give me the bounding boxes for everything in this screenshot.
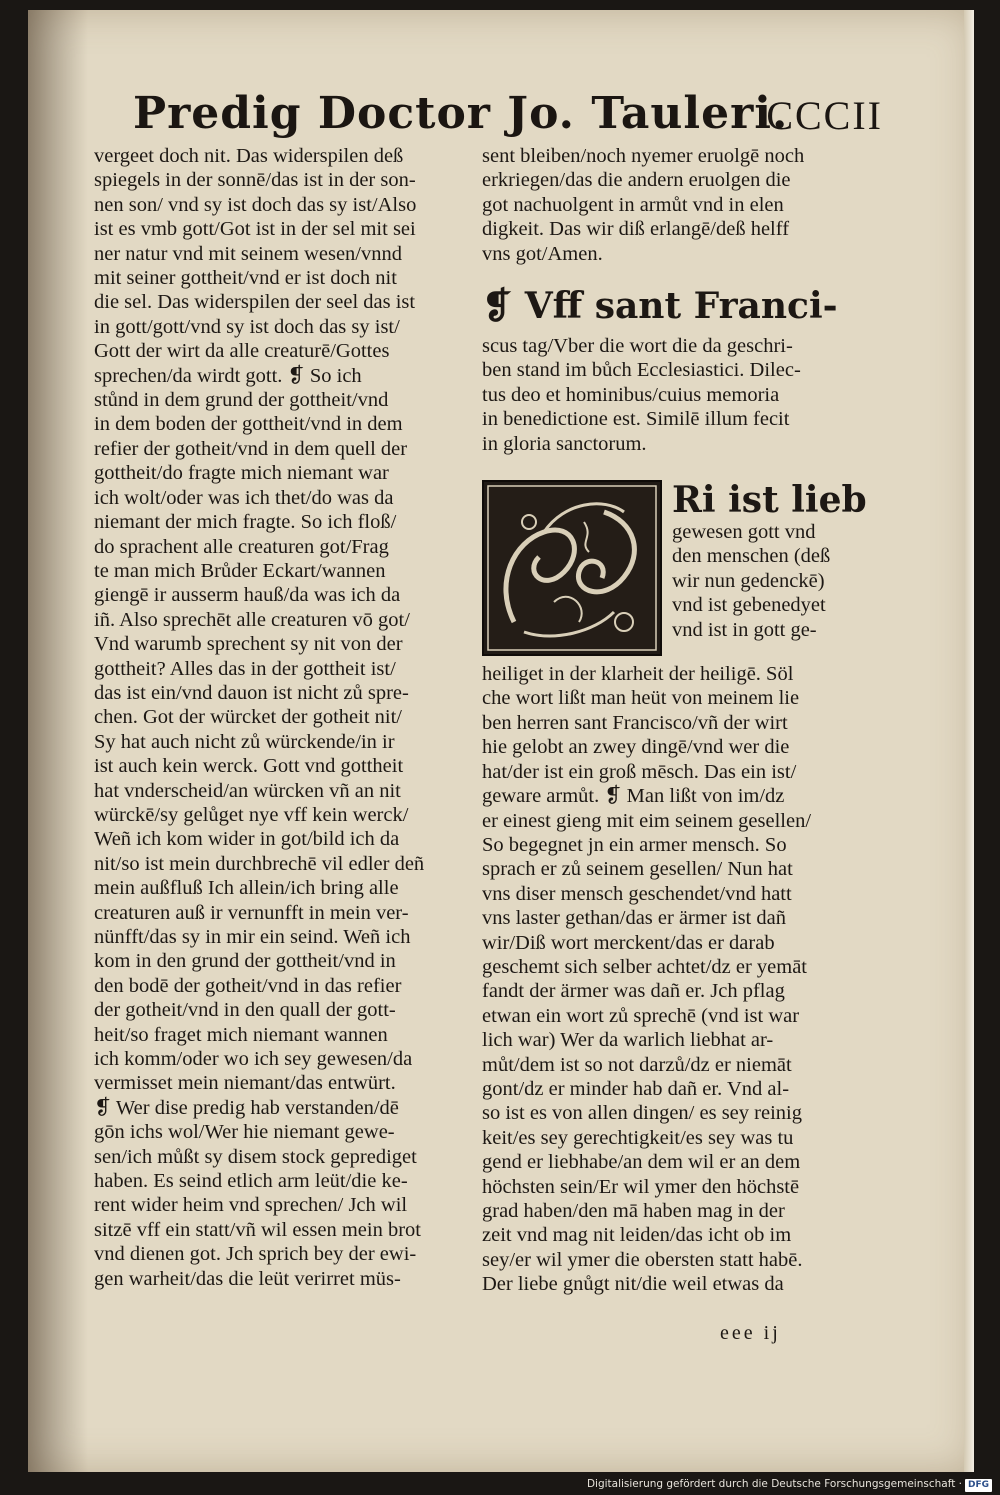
text-line: nen son/ vnd sy ist doch das sy ist/Also <box>94 193 417 216</box>
digitization-footer <box>0 1478 1000 1495</box>
text-line: in gloria sanctorum. <box>482 432 647 455</box>
text-line: sitzē vff ein statt/vñ wil essen mein brot <box>94 1218 421 1241</box>
page-edge <box>964 10 974 1472</box>
text-line: keit/es sey gerechtigkeit/es sey was tu <box>482 1126 794 1149</box>
text-line: ist auch kein werck. Gott vnd gottheit <box>94 755 404 778</box>
text-line: ich wolt/oder was ich thet/do was da <box>94 486 394 509</box>
text-line: Vnd warumb sprechent sy nit von der <box>94 633 403 656</box>
sermon-first-words: Ri ist lieb <box>672 479 867 522</box>
text-line: iñ. Also sprechēt alle creaturen vō got/ <box>94 608 410 631</box>
decorated-initial-image <box>482 480 662 656</box>
text-line: got nachuolgent in armůt vnd in elen <box>482 193 784 216</box>
sermon-opening <box>482 479 867 662</box>
text-line: vns got/Amen. <box>482 242 603 265</box>
text-line: ben stand im bůch Ecclesiastici. Dilec- <box>482 359 801 382</box>
text-line: nit/so ist mein durchbrechē vil edler deñ <box>94 852 425 875</box>
text-line: gend er liebhabe/an dem wil er an dem <box>482 1151 801 1174</box>
text-line: in dem boden der gottheit/vnd in dem <box>94 413 403 436</box>
left-text-column <box>94 144 466 1291</box>
text-line: chen. Got der würcket der gotheit nit/ <box>94 706 402 729</box>
text-line: erkriegen/das die andern eruolgen die <box>482 169 791 192</box>
text-line: er einest gieng mit eim seinem gesellen/ <box>482 809 812 832</box>
text-line: Sy hat auch nicht zů würckende/in ir <box>94 730 395 753</box>
text-line: den menschen (deß <box>672 545 831 568</box>
text-line: lich war) Wer da warlich liebhat ar- <box>482 1029 774 1052</box>
text-line: den bodē der gotheit/vnd in das refier <box>94 974 402 997</box>
text-line: So begegnet jn ein armer mensch. So <box>482 833 787 856</box>
ornament-initial-icon <box>484 482 660 654</box>
text-line: zeit vnd mag nit leiden/das icht ob im <box>482 1224 792 1247</box>
text-line: nünfft/das sy in mir ein seind. Weñ ich <box>94 926 411 948</box>
text-line: gewesen gott vnd <box>672 521 816 544</box>
text-line: vermisset mein niemant/das entwürt. <box>94 1072 396 1095</box>
text-line: ❡ Wer dise predig hab verstanden/dē <box>94 1096 399 1119</box>
text-line: gen warheit/das die leüt verirret müs- <box>94 1267 401 1290</box>
text-line: refier der gotheit/vnd in dem quell der <box>94 437 408 460</box>
running-title: Predig Doctor Jo. Tauleri. <box>133 88 789 139</box>
text-line: sen/ich můßt sy disem stock geprediget <box>94 1145 417 1168</box>
text-beside-initial <box>672 479 867 642</box>
text-line: geware armůt. ❡ Man lißt von im/dz <box>482 785 785 808</box>
text-line: in gott/gott/vnd sy ist doch das sy ist/ <box>94 315 400 338</box>
text-line: hie gelobt an zwey dingē/vnd wer die <box>482 736 790 759</box>
text-line: wir/Diß wort merckent/das er darab <box>482 931 775 954</box>
dfg-logo: DFG <box>965 1479 992 1492</box>
sermon-body <box>482 662 852 1297</box>
text-line: gottheit/do fragte mich niemant war <box>94 462 389 485</box>
text-line: hat vnderscheid/an würcken vñ an nit <box>94 779 401 802</box>
text-line: etwan ein wort zů sprechē (vnd ist war <box>482 1004 800 1027</box>
text-line: geschemt sich selber achtet/dz er yemāt <box>482 955 808 978</box>
text-line: giengē ir ausserm hauß/da was ich da <box>94 584 401 607</box>
text-line: tus deo et hominibus/cuius memoria <box>482 383 780 406</box>
text-line: so ist es von allen dingen/ es sey reinig <box>482 1102 802 1125</box>
text-line: ben herren sant Francisco/vñ der wirt <box>482 711 788 734</box>
text-line: niemant der mich fragte. So ich floß/ <box>94 511 397 534</box>
text-line: sey/er wil ymer die obersten statt habē. <box>482 1248 803 1271</box>
text-line: gottheit? Alles das in der gottheit ist/ <box>94 657 396 680</box>
text-line: můt/dem ist so not darzů/dz er niemāt <box>482 1053 792 1076</box>
text-line: höchsten sein/Er wil ymer den höchstē <box>482 1175 800 1198</box>
text-line: sprach er zů seinem gesellen/ Nun hat <box>482 858 793 881</box>
text-line: haben. Es seind etlich arm leüt/die ke- <box>94 1170 408 1193</box>
text-line: heit/so fraget mich niemant wannen <box>94 1023 388 1046</box>
page-gutter-shadow <box>28 10 88 1472</box>
section-heading: ❡ Vff sant Franci- <box>482 285 838 328</box>
text-line: gont/dz er minder hab dañ er. Vnd al- <box>482 1077 790 1100</box>
sermon-ending <box>482 144 852 266</box>
text-line: vergeet doch nit. Das widerspilen deß <box>94 145 404 167</box>
text-line: digkeit. Das wir diß erlangē/deß helff <box>482 218 790 241</box>
catchword: eee ij <box>720 1322 781 1344</box>
text-line: vnd ist gebenedyet <box>672 594 826 617</box>
text-line: vnd dienen got. Jch sprich bey der ewi- <box>94 1243 417 1266</box>
page-header <box>133 88 883 148</box>
text-line: das ist ein/vnd dauon ist nicht zů spre- <box>94 681 409 704</box>
text-line: creaturen auß ir vernunfft in mein ver- <box>94 901 409 924</box>
text-line: spiegels in der sonnē/das ist in der son- <box>94 169 416 192</box>
text-line: fandt der ärmer was dañ er. Jch pflag <box>482 980 785 1003</box>
text-line: ich komm/oder wo ich sey gewesen/da <box>94 1048 413 1071</box>
text-line: Weñ ich kom wider in got/bild ich da <box>94 828 400 851</box>
text-line: sent bleiben/noch nyemer eruolgē noch <box>482 145 805 167</box>
text-line: kom in den grund der gottheit/vnd in <box>94 950 396 973</box>
text-line: Der liebe gnůgt nit/die weil etwas da <box>482 1273 784 1296</box>
text-line: in benedictione est. Similē illum fecit <box>482 408 790 431</box>
text-line: scus tag/Vber die wort die da geschri- <box>482 335 793 358</box>
text-line: stůnd in dem grund der gottheit/vnd <box>94 389 389 412</box>
text-line: die sel. Das widerspilen der seel das ist <box>94 291 416 314</box>
text-line: mein außfluß Ich allein/ich bring alle <box>94 877 399 900</box>
folio-number: CCCII <box>766 93 883 138</box>
section-intro <box>482 334 852 456</box>
text-line: do sprachent alle creaturen got/Frag <box>94 535 389 558</box>
text-line: grad haben/den mā haben mag in der <box>482 1200 785 1222</box>
text-line: gōn ichs wol/Wer hie niemant gewe- <box>94 1121 395 1144</box>
text-line: wir nun gedenckē) <box>672 569 825 592</box>
text-line: hat/der ist ein groß mēsch. Das ein ist/ <box>482 760 797 783</box>
text-line: Gott der wirt da alle creaturē/Gottes <box>94 340 390 363</box>
text-line: vnd ist in gott ge- <box>672 618 817 641</box>
text-line: rent wider heim vnd sprechen/ Jch wil <box>94 1194 408 1217</box>
funding-credit: Digitalisierung gefördert durch die Deutsche Forschungsgemeinschaft · <box>586 1478 962 1490</box>
text-line: mit seiner gottheit/vnd er ist doch nit <box>94 267 397 290</box>
right-text-column <box>482 144 867 1297</box>
text-line: che wort lißt man heüt von meinem lie <box>482 687 800 710</box>
text-line: sprechen/da wirdt gott. ❡ So ich <box>94 364 362 387</box>
text-line: vns diser mensch geschendet/vnd hatt <box>482 882 792 905</box>
text-line: vns laster gethan/das er ärmer ist dañ <box>482 907 786 930</box>
text-line: ner natur vnd mit seinem wesen/vnnd <box>94 242 403 265</box>
text-line: der gotheit/vnd in den quall der gott- <box>94 999 396 1022</box>
text-line: heiliget in der klarheit der heiligē. Söl <box>482 663 794 686</box>
text-line: te man mich Brůder Eckart/wannen <box>94 559 386 582</box>
text-line: würckē/sy gelůget nye vff kein werck/ <box>94 803 409 826</box>
text-line: ist es vmb gott/Got ist in der sel mit sei <box>94 218 416 241</box>
